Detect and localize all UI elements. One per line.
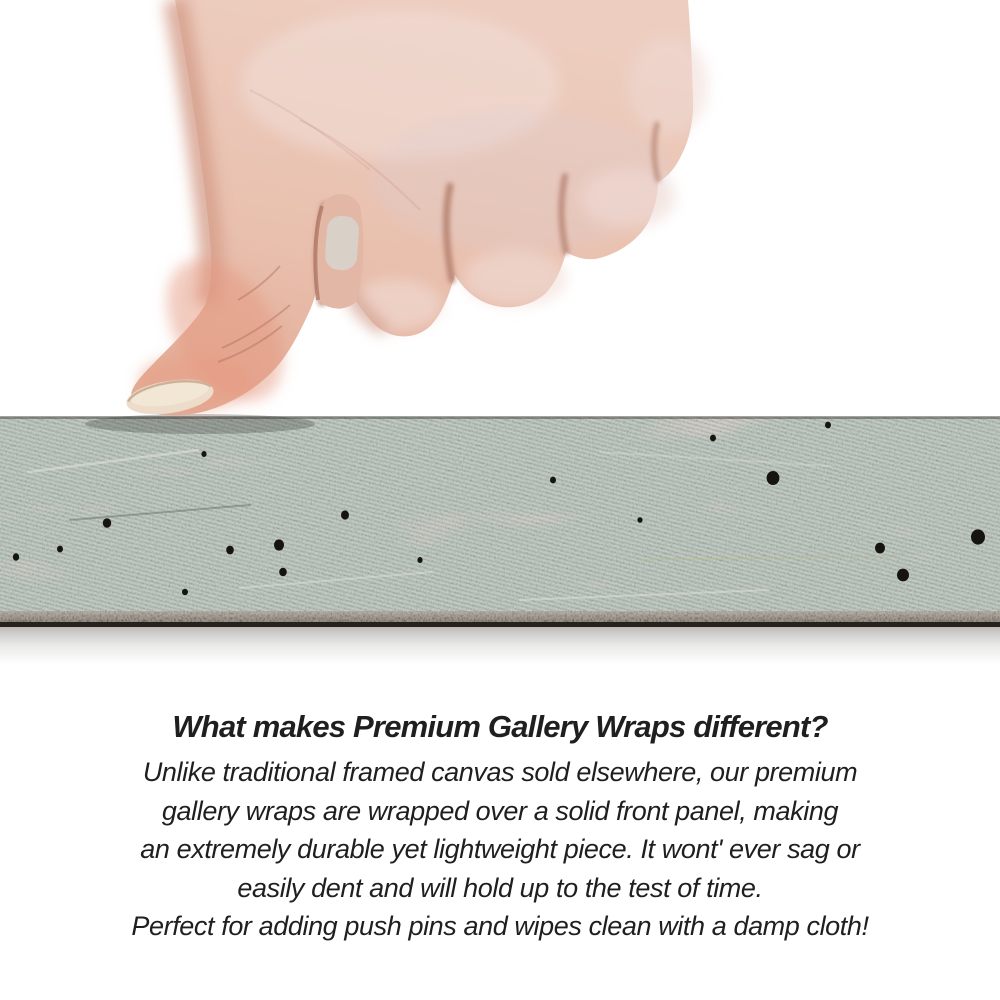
caption-line: Unlike traditional framed canvas sold elsewhere, our premium	[142, 757, 858, 787]
caption-line: gallery wraps are wrapped over a solid front panel, making	[161, 795, 839, 826]
caption-heading: What makes Premium Gallery Wraps different?	[172, 709, 828, 744]
canvas-under-line	[0, 622, 1000, 627]
index-fingernail	[324, 215, 360, 271]
caption-body	[0, 753, 1000, 946]
caption-line: Perfect for adding push pins and wipes clean with a damp cloth!	[131, 911, 869, 941]
caption-line: easily dent and will hold up to the test of time.	[237, 872, 763, 903]
canvas-strip	[0, 414, 1000, 665]
index-fingertip	[315, 194, 363, 309]
thumb-contact-shadow	[85, 414, 315, 434]
caption-line: an extremely durable yet lightweight piece. It wont' ever sag or	[140, 834, 860, 864]
canvas-drop-shadow	[0, 627, 1000, 665]
hand-photo	[124, 0, 708, 422]
